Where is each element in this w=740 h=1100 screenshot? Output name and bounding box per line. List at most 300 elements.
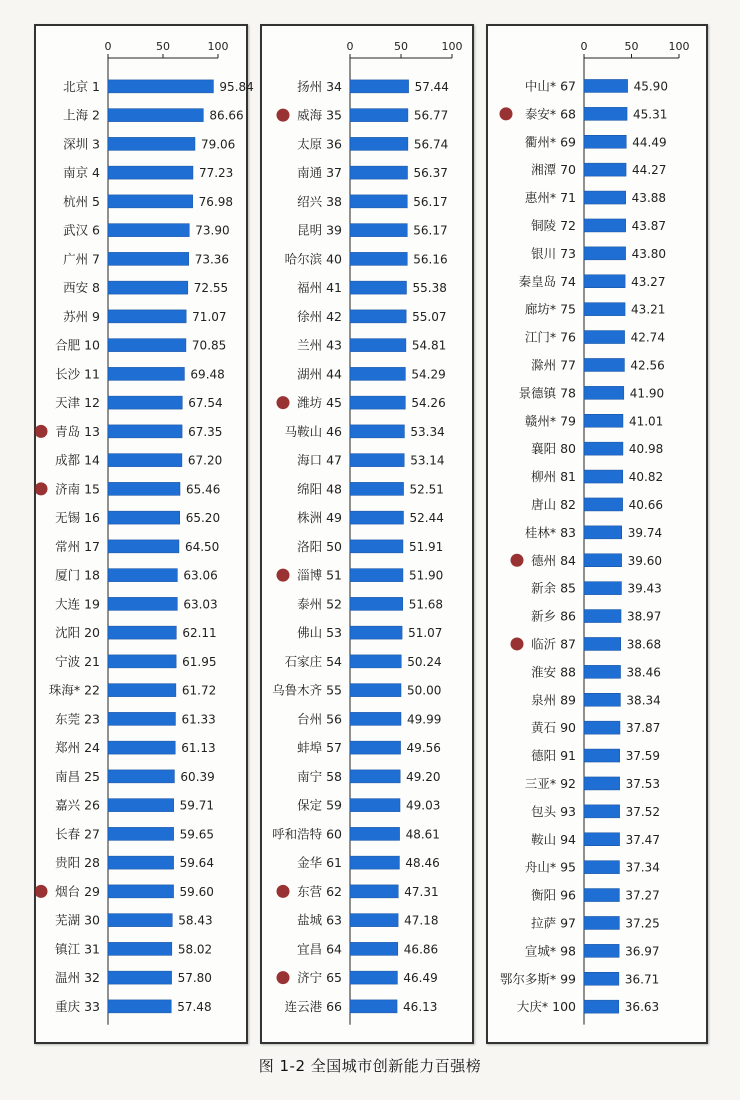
value-label: 63.03: [183, 597, 218, 612]
value-label: 39.74: [627, 525, 663, 540]
bar: [350, 885, 398, 898]
category-label: 南宁 58: [297, 768, 342, 784]
category-label: 秦皇岛 74: [518, 273, 576, 289]
value-label: 38.46: [626, 665, 661, 680]
x-tick-label: 100: [441, 40, 463, 53]
bar: [350, 942, 398, 955]
bar: [584, 554, 622, 567]
bar: [350, 799, 400, 812]
bar: [584, 972, 619, 985]
category-label: 德州 84: [531, 552, 576, 568]
category-label: 铜陵 72: [531, 217, 576, 233]
bar: [584, 358, 624, 371]
value-label: 39.60: [627, 553, 662, 568]
category-label: 新余 85: [531, 580, 576, 596]
bar: [108, 339, 186, 352]
bar: [350, 569, 403, 582]
bar: [350, 1000, 397, 1013]
category-label: 芜湖 30: [55, 912, 100, 928]
bar: [584, 665, 621, 678]
bar: [584, 470, 623, 483]
bar: [108, 137, 195, 150]
bar: [350, 914, 398, 927]
value-label: 54.29: [411, 367, 446, 382]
category-label: 洛阳 50: [297, 538, 342, 554]
value-label: 59.60: [179, 884, 214, 899]
bar: [350, 511, 403, 524]
value-label: 53.34: [410, 424, 445, 439]
bar: [108, 166, 193, 179]
value-label: 42.74: [630, 330, 665, 345]
value-label: 59.64: [179, 856, 214, 871]
category-label: 长沙 11: [55, 366, 100, 382]
bar: [350, 597, 403, 610]
value-label: 67.20: [187, 453, 223, 468]
bar: [584, 610, 621, 623]
category-label: 济南 15: [55, 481, 100, 497]
bar: [350, 396, 405, 409]
value-label: 73.90: [195, 223, 230, 238]
value-label: 55.07: [412, 309, 447, 324]
value-label: 40.82: [628, 470, 664, 485]
category-label: 唐山 82: [531, 496, 576, 512]
highlight-marker: [277, 885, 290, 898]
value-label: 95.84: [219, 79, 254, 94]
category-label: 徐州 42: [297, 308, 342, 324]
value-label: 56.77: [413, 108, 449, 123]
value-label: 36.97: [625, 944, 660, 959]
bar: [108, 799, 174, 812]
category-label: 柳州 81: [531, 469, 576, 485]
value-label: 37.53: [625, 776, 661, 791]
category-label: 威海 35: [297, 107, 342, 123]
bar: [350, 252, 407, 265]
value-label: 76.98: [198, 194, 234, 209]
category-label: 南通 37: [297, 165, 342, 181]
value-label: 70.85: [191, 338, 227, 353]
bar: [108, 827, 174, 840]
category-label: 宁波 21: [55, 653, 100, 669]
category-label: 郑州 24: [55, 740, 100, 756]
value-label: 49.56: [406, 741, 441, 756]
bar: [350, 626, 402, 639]
bar: [350, 367, 405, 380]
x-tick-label: 100: [207, 40, 229, 53]
bar: [108, 109, 203, 122]
value-label: 63.06: [183, 568, 218, 583]
value-label: 72.55: [193, 281, 229, 296]
value-label: 43.21: [631, 302, 666, 317]
value-label: 51.91: [408, 539, 444, 554]
value-label: 36.71: [624, 972, 660, 987]
value-label: 47.18: [404, 913, 439, 928]
category-label: 廊坊* 75: [524, 301, 576, 317]
value-label: 53.14: [410, 453, 445, 468]
value-label: 45.90: [633, 79, 668, 94]
bar: [584, 163, 626, 176]
category-label: 金华 61: [297, 855, 342, 871]
value-label: 54.81: [411, 338, 447, 353]
bar: [108, 712, 175, 725]
category-label: 衢州* 69: [524, 134, 576, 150]
bar: [584, 442, 623, 455]
value-label: 57.44: [414, 79, 449, 94]
bar: [584, 331, 625, 344]
category-label: 马鞍山 46: [284, 423, 342, 439]
value-label: 40.98: [628, 442, 664, 457]
bar: [108, 684, 176, 697]
bar: [584, 135, 626, 148]
value-label: 73.36: [194, 252, 230, 267]
value-label: 56.17: [413, 194, 448, 209]
value-label: 37.47: [625, 832, 660, 847]
value-label: 64.50: [184, 539, 220, 554]
bar: [108, 655, 176, 668]
figure-caption: 图 1-2 全国城市创新能力百强榜: [258, 1057, 482, 1075]
category-label: 温州 32: [55, 970, 100, 986]
bar: [108, 310, 186, 323]
value-label: 52.51: [409, 482, 444, 497]
value-label: 43.80: [631, 246, 666, 261]
value-label: 62.11: [182, 626, 217, 641]
category-label: 桂林* 83: [524, 524, 576, 540]
category-label: 东营 62: [297, 883, 342, 899]
highlight-marker: [35, 885, 48, 898]
bar: [350, 281, 406, 294]
value-label: 86.66: [209, 108, 244, 123]
bar: [584, 582, 621, 595]
category-label: 青岛 13: [55, 423, 100, 439]
category-label: 珠海* 22: [48, 682, 100, 698]
x-tick-label: 50: [394, 40, 408, 53]
value-label: 57.48: [177, 999, 212, 1014]
category-label: 镇江 31: [55, 941, 100, 957]
bar: [350, 80, 409, 93]
value-label: 37.27: [625, 888, 660, 903]
value-label: 48.46: [405, 856, 440, 871]
bar: [350, 224, 407, 237]
value-label: 58.43: [178, 913, 213, 928]
bar: [350, 109, 408, 122]
bar: [350, 770, 400, 783]
bar: [108, 511, 180, 524]
value-label: 42.56: [630, 358, 665, 373]
category-label: 湖州 44: [297, 366, 342, 382]
bar: [350, 655, 401, 668]
category-label: 南京 4: [63, 165, 100, 181]
bar: [108, 367, 184, 380]
value-label: 43.27: [631, 274, 666, 289]
category-label: 拉萨 97: [531, 915, 576, 931]
bar: [584, 191, 626, 204]
value-label: 52.44: [409, 511, 444, 526]
value-label: 58.02: [177, 942, 213, 957]
bar: [108, 252, 189, 265]
bar: [584, 693, 620, 706]
x-tick-label: 0: [104, 40, 112, 53]
category-label: 嘉兴 26: [55, 797, 100, 813]
category-label: 扬州 34: [297, 78, 342, 94]
value-label: 65.46: [186, 482, 221, 497]
bar: [350, 971, 397, 984]
category-label: 太原 36: [297, 136, 342, 152]
bar-chart-1: [36, 26, 254, 1042]
bar: [108, 569, 177, 582]
bar: [584, 805, 620, 818]
category-label: 大连 19: [55, 596, 100, 612]
category-label: 株洲 49: [297, 510, 342, 526]
bar: [350, 137, 408, 150]
bar: [108, 454, 182, 467]
category-label: 深圳 3: [63, 136, 100, 152]
value-label: 71.07: [192, 309, 227, 324]
bar: [108, 396, 182, 409]
category-label: 宣城* 98: [524, 943, 576, 959]
category-label: 哈尔滨 40: [284, 251, 342, 267]
category-label: 泰州 52: [297, 596, 342, 612]
value-label: 61.33: [181, 712, 216, 727]
value-label: 61.72: [181, 683, 217, 698]
value-label: 49.03: [406, 798, 441, 813]
bar: [108, 425, 182, 438]
category-label: 重庆 33: [55, 998, 100, 1014]
bar: [584, 637, 621, 650]
category-label: 襄阳 80: [531, 441, 576, 457]
value-label: 69.48: [190, 367, 225, 382]
value-label: 55.38: [412, 281, 447, 296]
value-label: 37.25: [625, 916, 660, 931]
category-label: 上海 2: [63, 107, 100, 123]
x-tick-label: 0: [580, 40, 588, 53]
category-label: 济宁 65: [297, 970, 342, 986]
chart-panel-2: [260, 24, 474, 1044]
category-label: 盐城 63: [297, 912, 342, 928]
bar: [108, 195, 193, 208]
category-label: 保定 59: [297, 797, 342, 813]
bar: [108, 914, 172, 927]
category-label: 福州 41: [297, 280, 342, 296]
bar: [108, 856, 174, 869]
category-label: 包头 93: [531, 803, 576, 819]
bar: [108, 626, 176, 639]
value-label: 36.63: [624, 1000, 660, 1015]
x-tick-label: 100: [668, 40, 690, 53]
highlight-marker: [277, 971, 290, 984]
category-label: 蚌埠 57: [297, 740, 342, 756]
category-label: 合肥 10: [55, 337, 100, 353]
value-label: 37.59: [625, 749, 661, 764]
bar: [108, 1000, 171, 1013]
bar: [584, 833, 620, 846]
category-label: 南昌 25: [55, 768, 100, 784]
bar: [584, 275, 625, 288]
bar: [584, 1000, 619, 1013]
category-label: 厦门 18: [55, 567, 100, 583]
bar: [350, 166, 407, 179]
bar: [350, 827, 400, 840]
value-label: 61.95: [182, 654, 217, 669]
highlight-marker: [511, 554, 524, 567]
category-label: 滁州 77: [531, 357, 576, 373]
category-label: 绍兴 38: [297, 193, 342, 209]
category-label: 淮安 88: [531, 664, 576, 680]
category-label: 东莞 23: [55, 711, 100, 727]
bar: [108, 224, 189, 237]
bar: [350, 741, 401, 754]
category-label: 舟山* 95: [524, 859, 576, 875]
value-label: 59.65: [179, 827, 214, 842]
bar: [108, 741, 175, 754]
category-label: 银川 73: [531, 245, 576, 261]
category-label: 海口 47: [297, 452, 342, 468]
category-label: 淄博 51: [297, 567, 342, 583]
category-label: 泉州 89: [531, 692, 576, 708]
value-label: 37.87: [625, 721, 661, 736]
category-label: 黄石 90: [531, 720, 576, 736]
bar-chart-2: [262, 26, 472, 1042]
value-label: 59.71: [179, 798, 215, 813]
category-label: 惠州* 71: [524, 190, 576, 206]
value-label: 51.68: [408, 597, 444, 612]
bar: [108, 885, 174, 898]
bar: [108, 80, 213, 93]
bar: [584, 526, 622, 539]
bar: [108, 971, 172, 984]
value-label: 43.88: [631, 191, 667, 206]
value-label: 67.54: [188, 396, 223, 411]
value-label: 50.00: [407, 683, 442, 698]
category-label: 湘潭 70: [531, 162, 576, 178]
highlight-marker: [277, 396, 290, 409]
category-label: 衡阳 96: [531, 887, 576, 903]
value-label: 37.34: [625, 860, 660, 875]
category-label: 杭州 5: [63, 193, 100, 209]
bar: [350, 712, 401, 725]
highlight-marker: [35, 482, 48, 495]
value-label: 54.26: [411, 396, 446, 411]
category-label: 大庆* 100: [516, 999, 576, 1015]
bar: [584, 498, 623, 511]
category-label: 德阳 91: [531, 748, 576, 764]
value-label: 56.74: [413, 137, 449, 152]
category-label: 西安 8: [63, 280, 100, 296]
value-label: 46.86: [403, 942, 439, 957]
category-label: 宜昌 64: [297, 941, 342, 957]
value-label: 77.23: [198, 166, 234, 181]
value-label: 48.61: [405, 827, 440, 842]
category-label: 烟台 29: [55, 883, 100, 899]
category-label: 兰州 43: [297, 337, 342, 353]
bar: [108, 281, 188, 294]
bar: [108, 597, 177, 610]
highlight-marker: [500, 107, 513, 120]
bar: [584, 889, 619, 902]
value-label: 37.52: [625, 804, 661, 819]
value-label: 49.20: [406, 769, 441, 784]
category-label: 北京 1: [63, 78, 100, 94]
highlight-marker: [277, 109, 290, 122]
highlight-marker: [511, 637, 524, 650]
bar: [350, 310, 406, 323]
value-label: 38.34: [626, 693, 661, 708]
category-label: 广州 7: [63, 251, 100, 267]
category-label: 泰安* 68: [524, 106, 576, 122]
value-label: 56.37: [413, 166, 448, 181]
category-label: 昆明 39: [297, 222, 342, 238]
bar: [108, 482, 180, 495]
bar: [350, 482, 404, 495]
bar: [350, 425, 404, 438]
category-label: 成都 14: [55, 452, 100, 468]
value-label: 38.97: [627, 609, 662, 624]
category-label: 绵阳 48: [297, 481, 342, 497]
x-tick-label: 0: [346, 40, 354, 53]
category-label: 江门* 76: [524, 329, 576, 345]
value-label: 43.87: [631, 218, 667, 233]
highlight-marker: [35, 425, 48, 438]
x-tick-label: 50: [156, 40, 170, 53]
bar: [584, 721, 620, 734]
bar: [584, 916, 619, 929]
category-label: 景德镇 78: [518, 385, 576, 401]
value-label: 65.20: [185, 511, 221, 526]
bar: [350, 684, 401, 697]
value-label: 79.06: [200, 137, 236, 152]
category-label: 长春 27: [55, 826, 100, 842]
chart-panel-1: [34, 24, 254, 1044]
category-label: 三亚* 92: [524, 775, 576, 791]
value-label: 41.90: [629, 386, 665, 401]
value-label: 46.13: [403, 999, 438, 1014]
bar: [584, 79, 628, 92]
bar: [108, 540, 179, 553]
value-label: 47.31: [404, 884, 439, 899]
category-label: 贵阳 28: [55, 855, 100, 871]
category-label: 沈阳 20: [55, 625, 100, 641]
value-label: 40.66: [628, 497, 663, 512]
value-label: 51.90: [408, 568, 444, 583]
bar: [584, 386, 624, 399]
value-label: 45.31: [633, 107, 668, 122]
value-label: 60.39: [180, 769, 215, 784]
bar: [584, 107, 627, 120]
value-label: 44.49: [632, 135, 667, 150]
bar: [350, 540, 403, 553]
category-label: 鞍山 94: [531, 831, 576, 847]
bar: [584, 219, 626, 232]
bar: [108, 942, 172, 955]
bar: [584, 303, 625, 316]
category-label: 乌鲁木齐 55: [272, 682, 342, 698]
highlight-marker: [277, 569, 290, 582]
value-label: 38.68: [626, 637, 662, 652]
value-label: 67.35: [188, 424, 223, 439]
value-label: 49.99: [406, 712, 442, 727]
category-label: 天津 12: [55, 395, 100, 411]
category-label: 无锡 16: [55, 510, 100, 526]
value-label: 44.27: [632, 163, 667, 178]
category-label: 武汉 6: [63, 222, 100, 238]
category-label: 连云港 66: [284, 998, 342, 1014]
value-label: 56.16: [413, 252, 448, 267]
bar: [584, 247, 626, 260]
bar-chart-3: [488, 26, 706, 1042]
bar: [584, 861, 619, 874]
category-label: 中山* 67: [524, 78, 576, 94]
value-label: 41.01: [628, 414, 664, 429]
bar: [350, 339, 406, 352]
value-label: 50.24: [407, 654, 442, 669]
